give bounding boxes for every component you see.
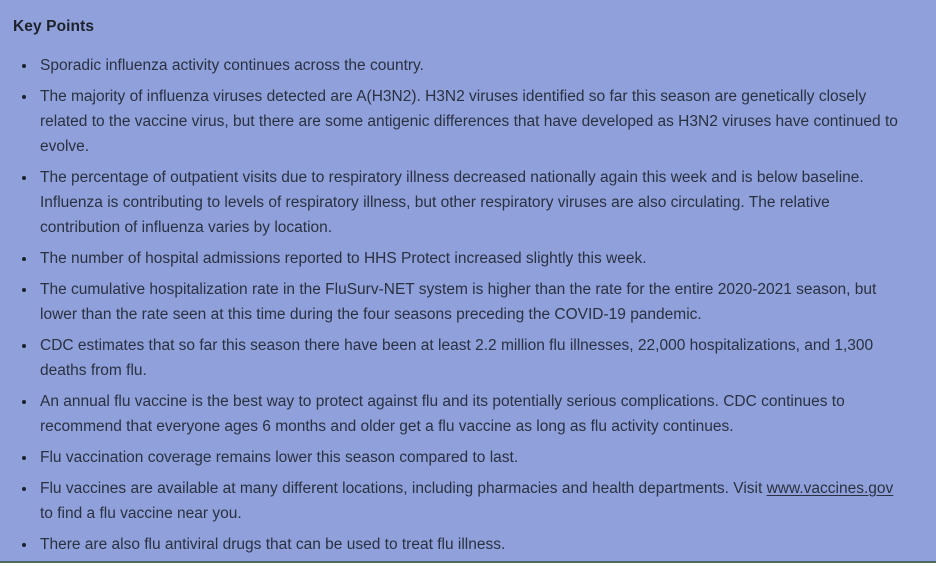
key-point-item xyxy=(37,84,906,159)
key-point-item xyxy=(37,165,906,240)
key-point-text: An annual flu vaccine is the best way to protect against flu and its potentially serious complications. CDC continues to recommend that everyone ages 6 months and older get a flu vaccine as long as flu activity continues. xyxy=(40,393,845,435)
key-points-list xyxy=(13,53,906,557)
key-point-text: Flu vaccination coverage remains lower this season compared to last. xyxy=(40,449,519,466)
key-point-text: The cumulative hospitalization rate in the FluSurv-NET system is higher than the rate for the entire 2020-2021 season, but lower than the rate seen at this time during the four seasons preceding the COVID-19 pandemic. xyxy=(40,281,877,323)
key-point-text: The number of hospital admissions reported to HHS Protect increased slightly this week. xyxy=(40,250,647,267)
key-point-item xyxy=(37,476,906,526)
key-point-text: Flu vaccines are available at many different locations, including pharmacies and health departments. Visit xyxy=(40,480,767,497)
key-point-item xyxy=(37,389,906,439)
key-point-text: CDC estimates that so far this season there have been at least 2.2 million flu illnesses, 22,000 hospitalizations, and 1,300 deaths from flu. xyxy=(40,337,874,379)
panel-title: Key Points xyxy=(13,18,95,35)
key-point-item xyxy=(37,333,906,383)
key-point-text: The majority of influenza viruses detected are A(H3N2). H3N2 viruses identified so far this season are genetically closely related to the vaccine virus, but there are some antigenic differences that have developed as H3N2 viruses have continued to evolve. xyxy=(40,88,898,155)
key-point-text: There are also flu antiviral drugs that can be used to treat flu illness. xyxy=(40,536,506,553)
key-point-item xyxy=(37,246,906,271)
key-point-text: The percentage of outpatient visits due to respiratory illness decreased nationally again this week and is below baseline. Influenza is contributing to levels of respiratory illness, but other respiratory viruses are also circulating. The relative contribution of influenza varies by location. xyxy=(40,169,864,236)
vaccines-gov-link[interactable]: www.vaccines.gov xyxy=(766,480,894,497)
key-point-item xyxy=(37,277,906,327)
key-point-item xyxy=(37,532,906,557)
key-point-item xyxy=(37,53,906,78)
key-point-item xyxy=(37,445,906,470)
key-point-text: Sporadic influenza activity continues across the country. xyxy=(40,57,424,74)
key-point-text: to find a flu vaccine near you. xyxy=(40,505,242,522)
